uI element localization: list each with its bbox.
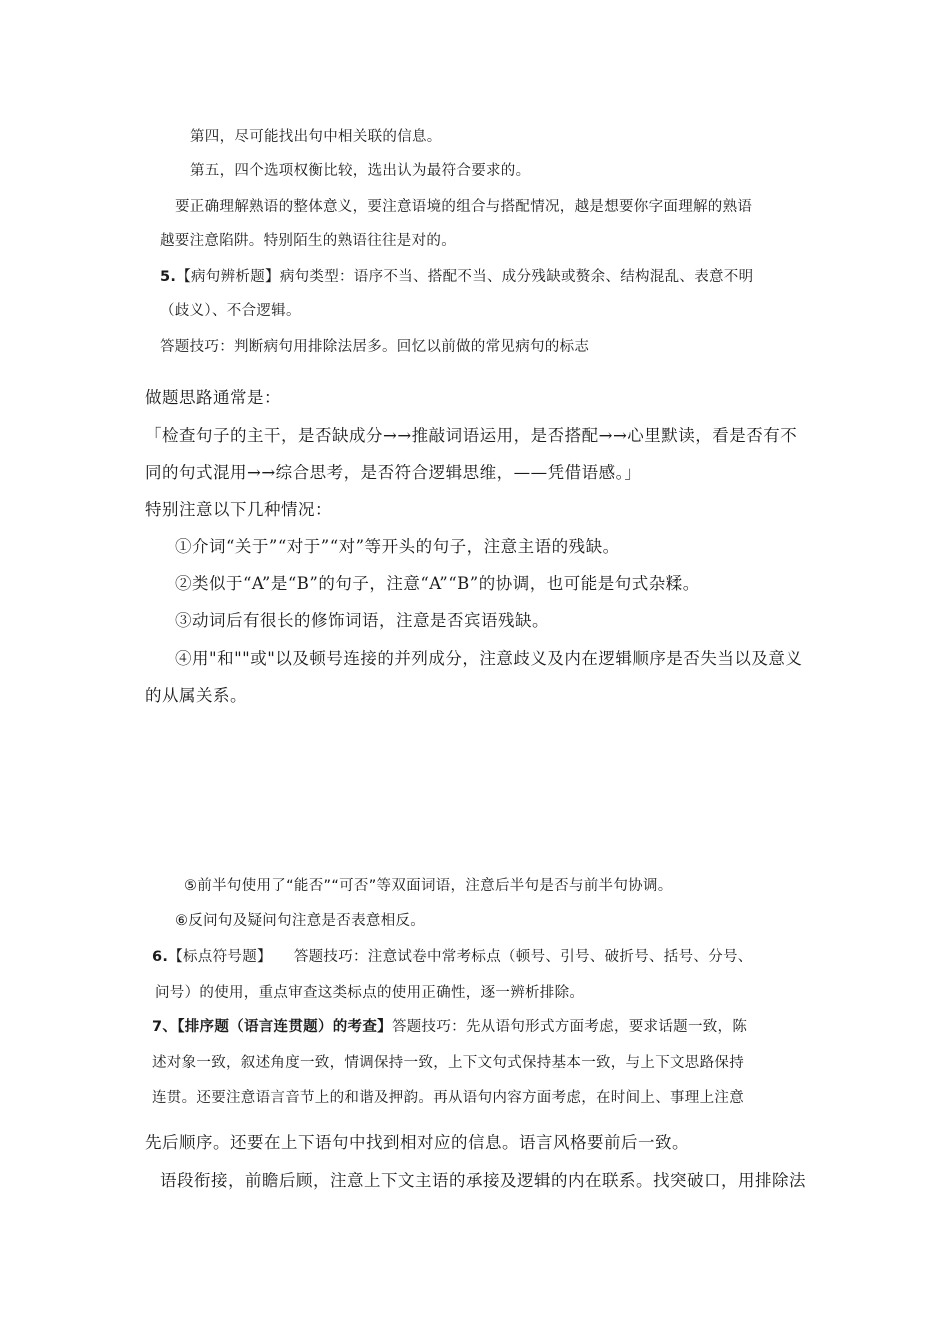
text-line: 同的句式混用→→综合思考，是否符合逻辑思维，——凭借语感。」 [145,463,642,482]
text-line: 答题技巧：判断病句用排除法居多。回忆以前做的常见病句的标志 [160,339,590,355]
section-number: 7、 [152,1019,178,1035]
text-line: 第五，四个选项权衡比较，选出认为最符合要求的。 [190,163,531,179]
text-line: 越要注意陷阱。特别陌生的熟语往往是对的。 [160,233,456,249]
section-6-heading [152,950,753,965]
section-7-heading [152,1020,747,1035]
text-line: 连贯。还要注意语言音节上的和谐及押韵。再从语句内容方面考虑，在时间上、事理上注意 [152,1090,744,1106]
section-text: 病句类型：语序不当、搭配不当、成分残缺或赘余、结构混乱、表意不明 [279,269,754,285]
section-number: 5. [160,269,177,285]
text-line: （歧义）、不合逻辑。 [160,303,301,319]
section-number: 6. [152,949,169,965]
text-line: 先后顺序。还要在上下语句中找到相对应的信息。语言风格要前后一致。 [145,1133,689,1152]
section-title: 【病句辨析题】 [176,269,280,285]
text-line: 语段衔接，前瞻后顾，注意上下文主语的承接及逻辑的内在联系。找突破口，用排除法 [160,1171,806,1190]
text-line: 特别注意以下几种情况： [145,500,332,519]
list-item: ⑤前半句使用了“能否”“可否”等双面词语，注意后半句是否与前半句协调。 [184,878,673,894]
text-line: 述对象一致，叙述角度一致，情调保持一致，上下文句式保持基本一致，与上下文思路保持 [152,1055,744,1071]
list-item: ⑥反问句及疑问句注意是否表意相反。 [175,913,426,929]
text-line: 做题思路通常是： [145,388,281,407]
list-item: ④用"和""或"以及顿号连接的并列成分，注意歧义及内在逻辑顺序是否失当以及意义 [175,649,803,668]
list-item: ②类似于“A”是“B”的句子，注意“A”“B”的协调，也可能是句式杂糅。 [175,574,700,593]
list-item: ③动词后有很长的修饰词语，注意是否宾语残缺。 [175,611,549,630]
section-5-heading [160,270,753,285]
section-text: 答题技巧：先从语句形式方面考虑，要求话题一致，陈 [391,1019,748,1035]
text-line: 的从属关系。 [145,686,247,705]
text-line: 问号）的使用，重点审查这类标点的使用正确性，逐一辨析排除。 [155,985,585,1001]
section-title: 【排序题（语言连贯题）的考查】 [177,1019,392,1035]
text-line: 第四，尽可能找出句中相关联的信息。 [190,129,442,145]
section-text: 答题技巧：注意试卷中常考标点（顿号、引号、破折号、括号、分号、 [293,949,753,965]
list-item: ①介词“关于”“对于”“对”等开头的句子，注意主语的残缺。 [175,537,620,556]
text-line: 要正确理解熟语的整体意义，要注意语境的组合与搭配情况，越是想要你字面理解的熟语 [175,199,753,215]
text-line: 「检查句子的主干，是否缺成分→→推敲词语运用，是否搭配→→心里默读，看是否有不 [145,426,798,445]
section-title: 【标点符号题】 [168,949,272,965]
